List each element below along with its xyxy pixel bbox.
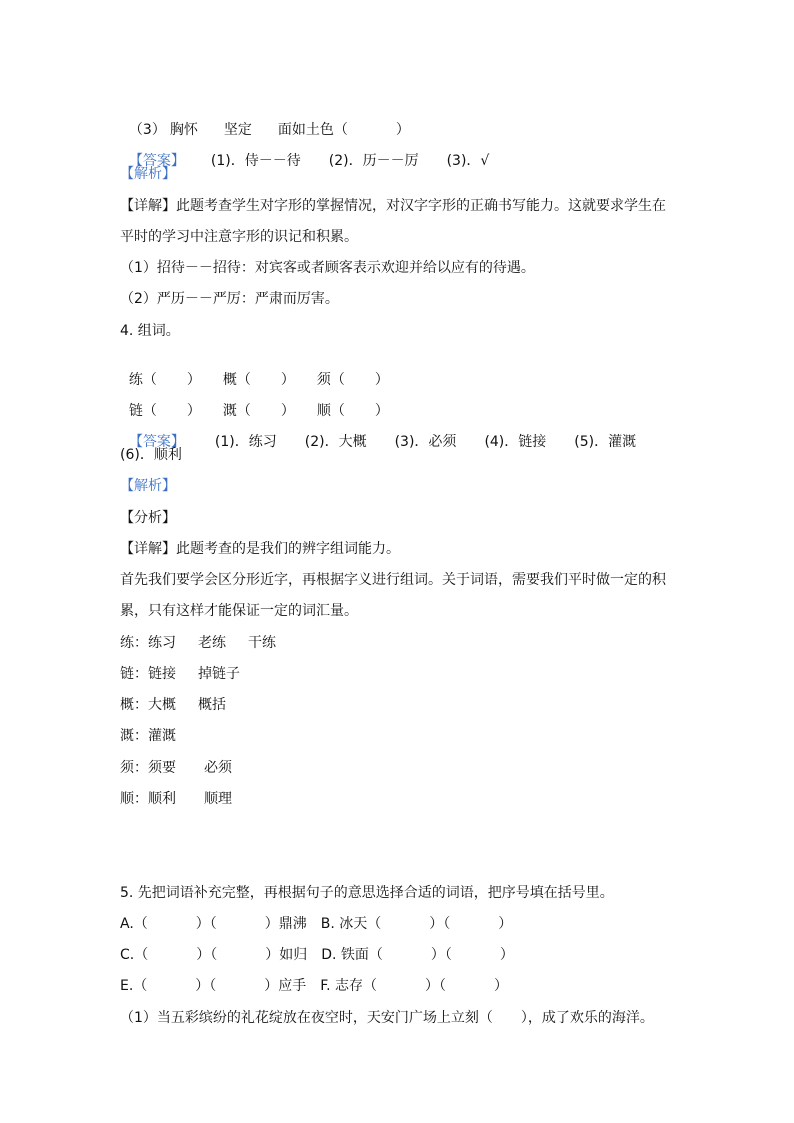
q4-answer-5: (5)．灌溉: [574, 434, 637, 450]
q5-f-mid: ）（: [425, 978, 447, 994]
q4-blank-6-open: 顺（: [316, 403, 345, 419]
q3-analysis-tag: 【解析】: [120, 166, 176, 182]
q5-d-mid: ）（: [430, 947, 452, 963]
word: 灌溉: [148, 728, 176, 744]
q3-item-4: ）: [395, 122, 410, 138]
q4-blank-3-open: 须（: [316, 372, 345, 388]
q5-d-end: ）: [499, 947, 514, 963]
q5-a-end: ）鼎沸: [264, 916, 307, 932]
q5-row-ab: [120, 915, 512, 933]
q4-blank-5-open: 溉（: [222, 403, 251, 419]
q5-e-end: ）应手: [264, 978, 307, 994]
answer-tag: 【答案】: [128, 434, 185, 450]
q3-detail-line2: 平时的学习中注意字形的识记和积累。: [120, 229, 358, 245]
q5-f: F. 志存（: [320, 978, 378, 994]
q5-c: C.（: [120, 947, 149, 963]
q4-blank-6-close: ）: [374, 403, 389, 419]
detail-text: 此题考查的是我们的辨字组词能力。: [176, 541, 400, 557]
q5-c-end: ）如归: [265, 947, 308, 963]
q4-blank-4-close: ）: [186, 403, 201, 419]
word: 大概: [148, 697, 176, 713]
word-row-lian-chain: [120, 665, 240, 683]
q4-answer-4: (4)．链接: [484, 434, 547, 450]
q5-c-mid: ）（: [196, 947, 218, 963]
q3-explain-2: （2）严历－－严厉：严肃而厉害。: [120, 291, 339, 307]
q4-title: 4. 组词。: [120, 323, 180, 339]
word-head: 练：: [120, 635, 148, 651]
q4-blank-1-close: ）: [186, 372, 201, 388]
q4-blank-1-open: 练（: [128, 372, 157, 388]
word: 链接: [148, 666, 176, 682]
q5-e: E.（: [120, 978, 148, 994]
word: 老练: [198, 635, 226, 651]
q5-b: B. 冰天（: [320, 916, 382, 932]
q4-answer-2: (2)．大概: [304, 434, 367, 450]
q4-para-line1: 首先我们要学会区分形近字，再根据字义进行组词。关于词语，需要我们平时做一定的积: [120, 572, 666, 588]
q3-explain-1: （1）招待－－招待：对宾客或者顾客表示欢迎并给以应有的待遇。: [120, 260, 535, 276]
q4-answer-3: (3)．必须: [394, 434, 457, 450]
q4-para-line2: 累，只有这样才能保证一定的词汇量。: [120, 603, 358, 619]
word: 掉链子: [198, 666, 240, 682]
word: 顺利: [148, 791, 176, 807]
word-head: 须：: [120, 760, 148, 776]
q3-item-1: 胸怀: [169, 122, 198, 138]
word-head: 概：: [120, 697, 148, 713]
word-head: 溉：: [120, 728, 148, 744]
q3-answer-2: (2)．历－－厉: [328, 153, 419, 169]
word-row-lian: [120, 634, 276, 652]
q4-detail-line: [120, 540, 400, 558]
word: 练习: [148, 635, 176, 651]
q5-e-mid: ）（: [195, 978, 217, 994]
q3-item-3: 面如土色（: [277, 122, 348, 138]
word: 干练: [248, 635, 276, 651]
word: 须要: [148, 760, 176, 776]
word-row-shun: [120, 790, 232, 808]
word-head: 顺：: [120, 791, 148, 807]
q5-f-end: ）: [494, 978, 509, 994]
q4-answer-1: (1)．练习: [214, 434, 277, 450]
word: 顺理: [204, 791, 232, 807]
word-row-xu: [120, 759, 232, 777]
q4-blank-3-close: ）: [374, 372, 389, 388]
q4-answer-line: [120, 415, 636, 451]
q4-blank-2-close: ）: [280, 372, 295, 388]
q4-blank-4-open: 链（: [128, 403, 157, 419]
q5-row-cd: [120, 946, 514, 964]
word-row-gai: [120, 696, 226, 714]
detail-tag: 【详解】: [120, 198, 176, 214]
q4-blank-2-open: 概（: [222, 372, 251, 388]
detail-tag: 【详解】: [120, 541, 176, 557]
q5-title: 5. 先把词语补充完整，再根据句子的意思选择合适的词语，把序号填在括号里。: [120, 885, 614, 901]
word: 必须: [204, 760, 232, 776]
detail-text: 此题考查学生对字形的掌握情况，对汉字字形的正确书写能力。这就要求学生在: [176, 198, 666, 214]
q5-sentence-1: （1）当五彩缤纷的礼花绽放在夜空时，天安门广场上立刻（ ），成了欢乐的海洋。: [120, 1010, 654, 1026]
answer-tag: 【答案】: [128, 153, 185, 169]
q3-detail-line1: [120, 197, 666, 215]
q3-prefix: （3）: [128, 122, 166, 138]
q5-d: D. 铁面（: [321, 947, 383, 963]
q3-item-2: 坚定: [223, 122, 252, 138]
q4-blank-5-close: ）: [280, 403, 295, 419]
q4-analysis-tag: 【解析】: [120, 478, 176, 494]
q3-answer-1: (1)．侍－－待: [210, 153, 301, 169]
word: 概括: [198, 697, 226, 713]
q3-answer-3: (3)．√: [446, 153, 490, 169]
q5-b-end: ）: [498, 916, 513, 932]
q4-fenxi-tag: 【分析】: [120, 510, 176, 526]
q5-a-mid: ）（: [195, 916, 217, 932]
q5-a: A.（: [120, 916, 148, 932]
word-head: 链：: [120, 666, 148, 682]
q5-row-ef: [120, 977, 508, 995]
word-row-gai-water: [120, 727, 176, 745]
q4-answer-6: (6)．顺利: [120, 447, 182, 463]
q5-b-mid: ）（: [429, 916, 451, 932]
